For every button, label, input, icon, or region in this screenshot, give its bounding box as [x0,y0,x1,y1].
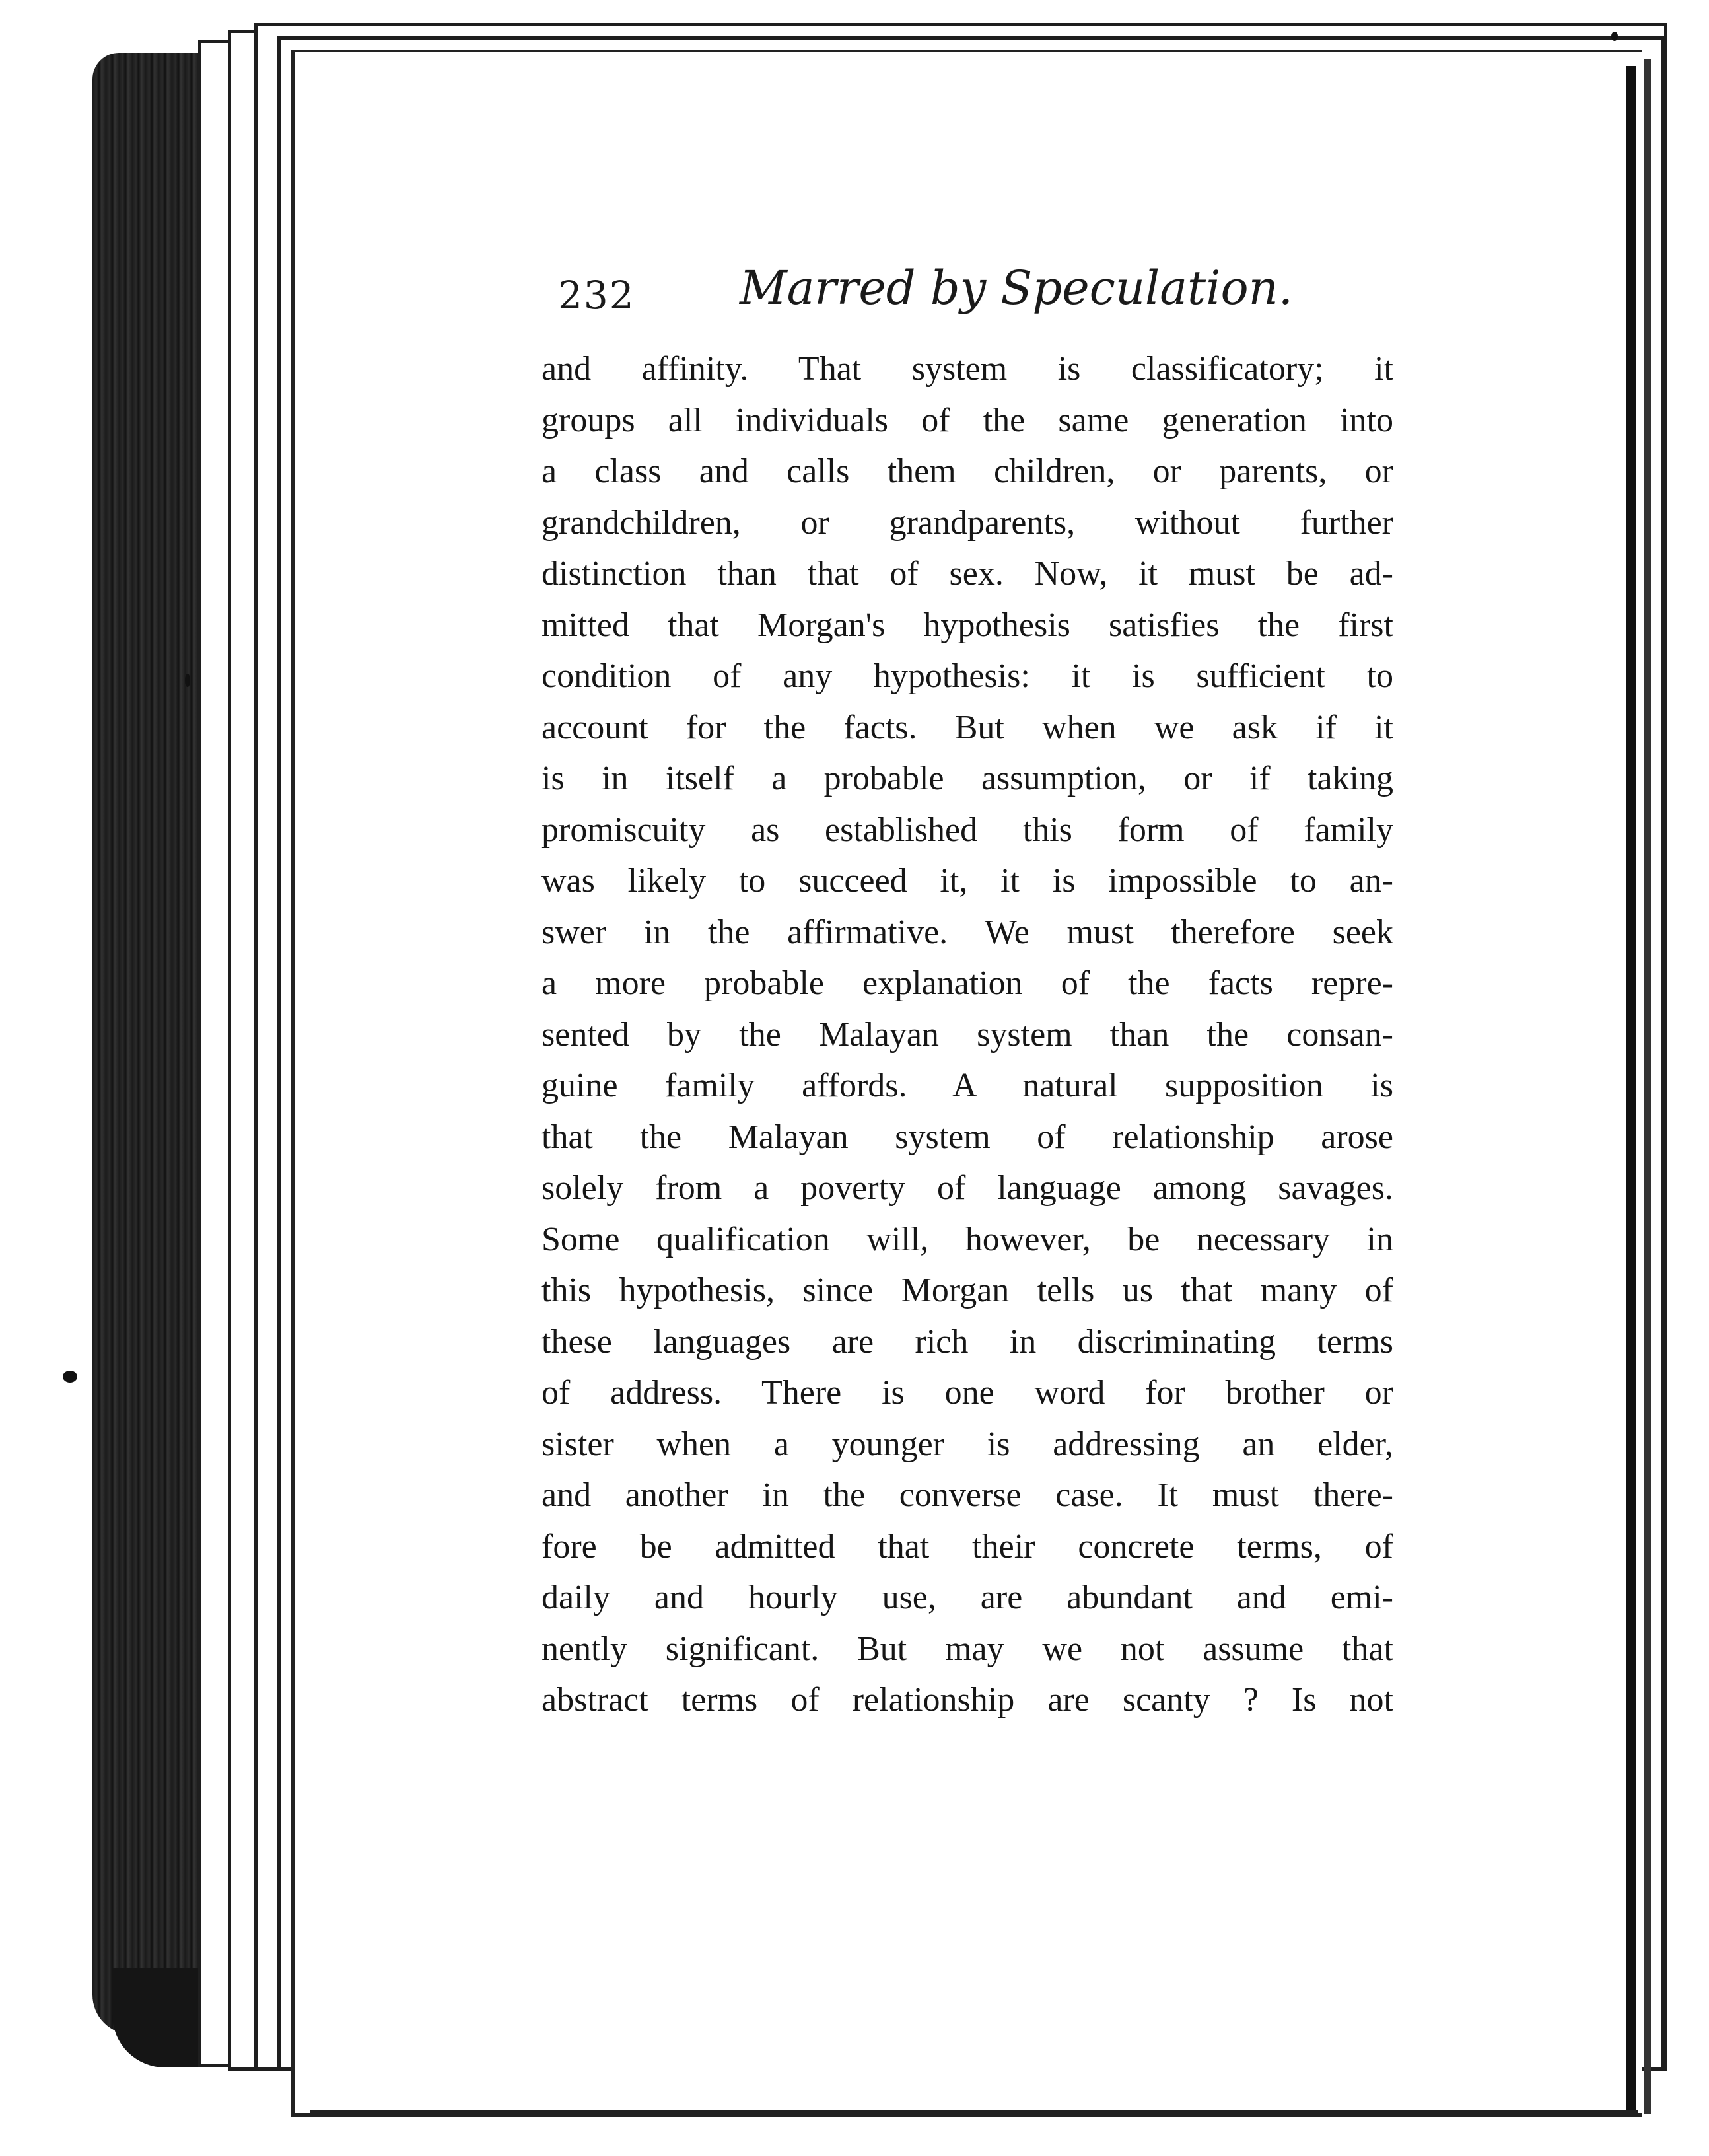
text-line: Some qualification will, however, be necessary in [541,1220,1393,1258]
scan-speck [185,674,190,687]
text-line: abstract terms of relationship are scanty ? Is not [541,1681,1393,1719]
text-line: swer in the affirmative. We must therefore seek [541,913,1393,951]
text-line: sented by the Malayan system than the consan- [541,1015,1393,1054]
text-line: a class and calls them children, or parents, or [541,452,1393,490]
body-text [541,343,1393,1726]
text-line: grandchildren, or grandparents, without further [541,503,1393,542]
scan-speck [63,1371,77,1383]
text-line: and affinity. That system is classificatory; it [541,350,1393,388]
text-line: nently significant. But may we not assume that [541,1630,1393,1668]
text-line: these languages are rich in discriminating terms [541,1322,1393,1361]
text-line: daily and hourly use, are abundant and emi- [541,1579,1393,1616]
text-line: condition of any hypothesis: it is sufficient to [541,657,1393,695]
text-line: mitted that Morgan's hypothesis satisfies the first [541,606,1393,644]
scan-speck [1611,32,1618,41]
next-page-gutter [1626,66,1636,2114]
running-title: Marred by Speculation. [740,261,1294,315]
next-page-edge [1644,59,1651,2114]
text-line: sister when a younger is addressing an elder, [541,1425,1393,1463]
text-line: and another in the converse case. It must there- [541,1476,1393,1514]
text-line: of address. There is one word for brother or [541,1374,1393,1412]
text-line: is in itself a probable assumption, or if taking [541,760,1393,797]
text-line: promiscuity as established this form of family [541,810,1393,849]
text-line: was likely to succeed it, it is impossible to an- [541,862,1393,900]
text-line: distinction than that of sex. Now, it must be ad- [541,555,1393,593]
text-line: account for the facts. But when we ask if it [541,708,1393,746]
page-number: 232 [558,273,635,318]
text-line: solely from a poverty of language among savages. [541,1169,1393,1207]
text-line: guine family affords. A natural supposition is [541,1067,1393,1104]
text-line: fore be admitted that their concrete terms, of [541,1527,1393,1565]
page-bottom-edge [310,2110,1638,2114]
text-line: this hypothesis, since Morgan tells us that many of [541,1272,1393,1309]
text-line: a more probable explanation of the facts repre- [541,964,1393,1002]
text-line: that the Malayan system of relationship arose [541,1118,1393,1156]
page-header [558,261,1383,327]
text-line: groups all individuals of the same generation into [541,401,1393,439]
